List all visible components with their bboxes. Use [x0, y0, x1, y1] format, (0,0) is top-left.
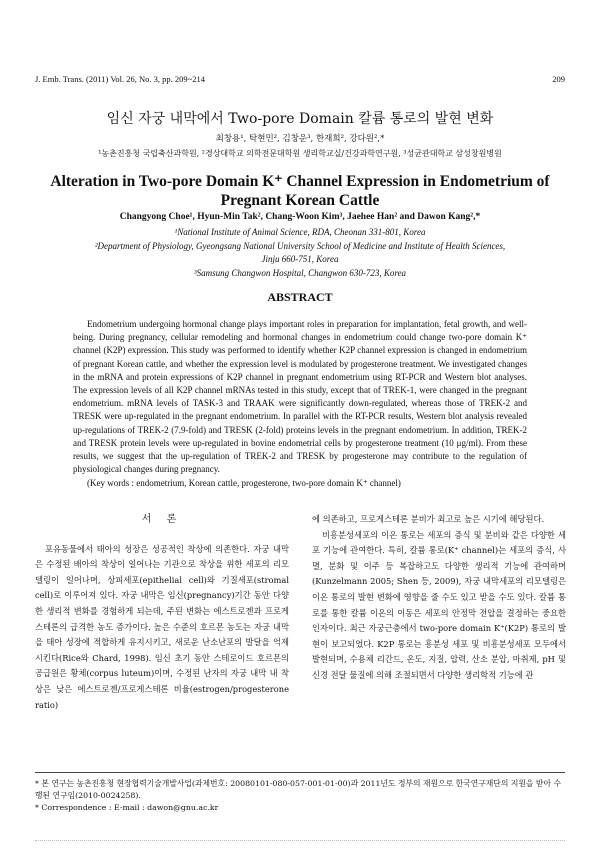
english-title-line2: Pregnant Korean Cattle: [220, 192, 380, 209]
bottom-dotted-rule: [35, 840, 565, 841]
korean-title: 임신 자궁 내막에서 Two-pore Domain 칼륨 통로의 발현 변화: [106, 111, 494, 127]
korean-affiliations: ¹농촌진흥청 국립축산과학원, ²경상대학교 의학전문대학원 생리학교실/건강과학연구원, ³성균관대학교 삼성창원병원: [98, 149, 502, 158]
keywords: (Key words : endometrium, Korean cattle, progesterone, two-pore domain K⁺ channel): [87, 478, 401, 488]
english-authors: Changyong Choe¹, Hyun-Min Tak², Chang-Woon Kim³, Jaehee Han² and Dawon Kang²,*: [119, 212, 481, 222]
abstract-body: [73, 318, 527, 476]
journal-citation: J. Emb. Trans. (2011) Vol. 26, No. 3, pp. 209~214: [35, 74, 205, 84]
funding-footnote: * 본 연구는 농촌진흥청 현장협력기술개발사업(과제번호: 20080101-080-057-001-01-00)과 2011년도 정부의 재원으로 한국연구재단의 지원을 받아 수행된 연구임(2010-0024258).: [35, 779, 561, 800]
korean-authors: 최창용¹, 탁현민², 김창운³, 한재희², 강다원²,*: [215, 134, 385, 144]
affiliation-3: ³Samsung Changwon Hospital, Changwon 630-723, Korea: [193, 267, 407, 278]
affiliation-2-cont: Jinju 660-751, Korea: [261, 254, 339, 264]
intro-paragraph-2: 비흥분성세포의 이온 통로는 세포의 증식 및 분비와 같은 다양한 세포 기능에 관여한다. 특히, 칼륨 통로(K⁺ channel)는 세포의 증식, 사멸, 분화 및 이주 등 복잡하고도 다양한 생리적 기능에 관여하며(Kunzelmann 2005; Shen 등, 2009), 자궁 내막세포의 리모델링은 이온 통로의 발현 변화에 영향을 줄 수도 있고 받을 수도 있다. 칼륨 통로를 통한 칼륨 이온의 이동은 세포의 안정막 전압을 결정하는 중요한 인자이다. 최근 자궁근층에서 two-pore domain K⁺(K2P) 통로의 발현이 보고되었다. K2P 통로는 흥분성 세포 및 비흥분성세포 모두에서 발현되며, 수용체 리간드, 온도, 지질, 압력, 산소 분압, 마취제, pH 및 신경 전달 물질에 의해 조절되면서 다양한 생리학적 기능에 관: [312, 529, 566, 680]
footnotes: [35, 778, 565, 814]
english-title: [0, 172, 600, 210]
left-column: [35, 512, 289, 713]
intro-paragraph-1: 포유동물에서 태아의 성장은 성공적인 착상에 의존한다. 자궁 내막은 수정된 배아의 착상이 일어나는 기관으로 착상을 위한 세포의 리모델링이 일어나며, 상피세포(epithelial cell)와 기질세포(stromal cell)로 이루어져 있다. 자궁 내막은 임신(pregnancy)기간 동안 다양한 생리적 변화를 경험하게 되는데, 주된 변화는 에스트로젠과 프로게스테론의 급격한 농도 증가이다. 높은 수준의 호르몬 농도는 자궁 내막을 태아 성장에 적합하게 유지시키고, 새로운 난소난포의 발달을 억제시킨다(Rice와 Chard, 1998). 임신 초기 동안 스테로이드 호르몬의 공급원은 황체(corpus luteum)이며, 수정된 난자의 자궁 내막 내 착상은 낮은 에스트로젠/프로게스테론 비율(estrogen/progesterone ratio): [35, 543, 289, 710]
footnote-divider: [35, 772, 565, 773]
right-column: [312, 512, 566, 684]
abstract-heading: ABSTRACT: [267, 290, 333, 304]
correspondence-footnote: * Correspondence : E-mail : dawon@gnu.ac.kr: [35, 803, 219, 812]
affiliation-1: ¹National Institute of Animal Science, RDA, Cheonan 331-801, Korea: [174, 227, 426, 237]
page-number: 209: [552, 74, 565, 84]
english-title-line1: Alteration in Two-pore Domain K⁺ Channel Expression in Endometrium of: [50, 173, 550, 190]
section-heading-introduction: 서 론: [141, 514, 183, 525]
abstract-text: Endometrium undergoing hormonal change plays important roles in preparation for implantation, fetal growth, and well-being. During pregnancy, cellular remodeling and hormonal changes in endometrium could change two-pore domain K⁺ channel (K2P) expression. This study was performed to identify whether K2P channel expression is changed in endometrium of pregnant Korean cattle, and whether the expression level is modulated by progesterone treatment. We investigated changes in the mRNA and protein expressions of K2P channel in pregnant endometrium using RT-PCR and Western blot analyses. The expression levels of all K2P channel mRNAs tested in this study, except that of TREK-1, were changed in the pregnant endometrium. mRNA levels of TASK-3 and TRAAK were significantly down-regulated, whereas those of TREK-2 and TRESK were up-regulated in the pregnant endometrium. In parallel with the RT-PCR results, Western blot analysis revealed up-regulations of TREK-2 (7.9-fold) and TRESK (2-fold) proteins levels in the pregnant endometrium. In addition, TREK-2 and TRESK protein levels were up-regulated in bovine endometrial cells by progesterone treatment (10 μg/ml). From these results, we suggest that the up-regulation of TREK-2 and TRESK by progesterone may contribute to the regulation of physiological changes during pregnancy.: [73, 319, 527, 475]
running-header: [35, 74, 565, 84]
intro-paragraph-cont: 에 의존하고, 프로게스테론 분비가 최고로 높은 시기에 해당된다.: [312, 514, 545, 524]
english-affiliations: [60, 226, 540, 280]
affiliation-2: ²Department of Physiology, Gyeongsang National University School of Medicine and Institute of Health Sciences,: [94, 240, 506, 251]
